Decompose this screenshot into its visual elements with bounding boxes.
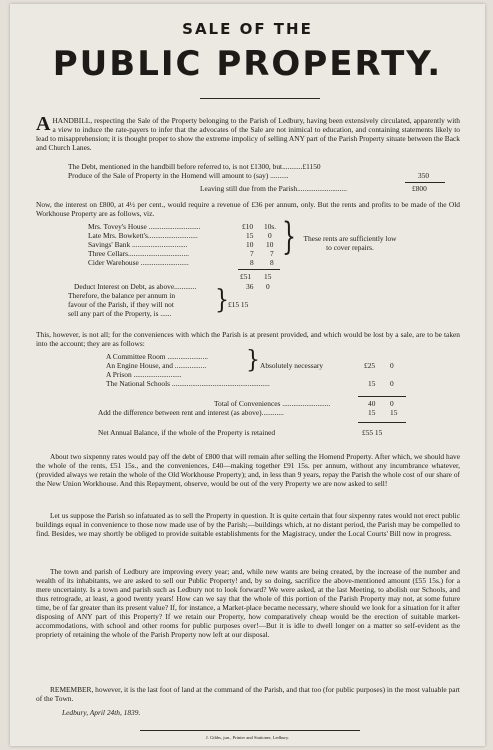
printer-imprint: J. Gibbs, jun., Printer and Stationer, Ledbury.: [205, 735, 290, 740]
convenience-value1-l: £25: [364, 361, 376, 370]
conveniences-total-s: 0: [390, 399, 394, 408]
debt-line-2-label: Produce of the Sale of Property in the Homend will amount to (say) ..........: [68, 171, 289, 180]
rent-item-name: Mrs. Tovey's House ............................: [88, 222, 201, 231]
drop-cap: A: [36, 113, 51, 135]
convenience-item: A Prison ..........................: [106, 370, 182, 379]
title-rule: [200, 98, 320, 99]
rents-note: These rents are sufficiently low to cover repairs.: [303, 234, 397, 252]
rent-item-name: Late Mrs. Bowkett's...........................: [88, 231, 198, 240]
deduct-s: 0: [266, 282, 270, 291]
convenience-item: The National Schools .....................................................: [106, 379, 270, 388]
intro-paragraph: [36, 113, 460, 152]
rent-item-l: 8: [250, 258, 254, 267]
date-line: Ledbury, April 24th, 1839.: [62, 708, 141, 717]
debt-line-1: The Debt, mentioned in the handbill before referred to, is not £1300, but...........£1150: [68, 162, 321, 171]
printer-rule: [140, 730, 360, 731]
convenience-value1-s: 0: [390, 361, 394, 370]
rent-item-s: 0: [268, 231, 272, 240]
conveniences-paragraph: This, however, is not all; for the conveniences with which the Parish is at present provided, and which would be lost by a sale, are to be taken into the account; they are as follows:: [36, 330, 460, 348]
deduct-l: 36: [246, 282, 254, 291]
debt-line-3-value: £800: [412, 184, 427, 193]
rent-item-name: Savings' Bank ..............................: [88, 240, 188, 249]
convenience-brace-label: Absolutely necessary: [260, 361, 324, 370]
convenience-value2-s: 0: [390, 379, 394, 388]
net-balance-label: Net Annual Balance, if the whole of the Property is retained: [98, 428, 276, 437]
deduct-label: Deduct Interest on Debt, as above............: [74, 282, 197, 291]
debt-rule: [405, 182, 445, 183]
rent-item-s: 8: [270, 258, 274, 267]
net-rule: [358, 422, 406, 423]
rents-total-s: 15: [264, 272, 272, 281]
balance-line: sell any part of the Property, is ......: [68, 309, 172, 318]
debt-line-2-value: 350: [418, 171, 430, 180]
infatuated-paragraph: Let us suppose the Parish so infatuated as to sell the Property in question. It is quite certain that four sixpenny rates would not erect public buildings equal in convenience to those now made use of by the Parish;—buildings which, at no distant period, the Parish may be compelled to find. Besides, we may shortly be obliged to provide suitable establishments for the Magistracy, under the Local Courts' Bill now in progress.: [36, 511, 460, 538]
conveniences-total-l: 40: [368, 399, 376, 408]
town-paragraph: The town and parish of Ledbury are improving every year; and, while new wants are being created, by the increase of the number and wealth of its inhabitants, we are asked to sell our Public Property! and, by so doing, sacrifice the above-mentioned amount (£55 15s.) for a mere uncertainty. Is a town and parish such as Ledbury not to look forward? We were asked, at the last Meeting, to abolish our Schools, and thus retrograde, at least, a good twenty years! How can we say that the whole of this portion of the Parish Property may not, at some future time, be of far greater than its present value? If, for instance, a Market-place became necessary, where should we look for a situation for it after disposing of ANY part of this Property? If we retain our Property, how comparatively cheap would be the erection of suitable market-accommodations, with school and other rooms for public purposes over!—But it is idle to dwell longer on a matter so self-evident as the propriety of retaining the whole of the Parish Property now left at our disposal.: [36, 567, 460, 639]
title-line-1: SALE OF THE: [182, 20, 313, 38]
handbill-sheet: [10, 4, 485, 746]
remember-paragraph: REMEMBER, however, it is the last foot of land at the command of the Parish, and that too (for public purposes) in the most valuable part of the Town.: [36, 685, 460, 703]
rent-item-l: 7: [250, 249, 254, 258]
title-line-2: PUBLIC PROPERTY.: [52, 44, 443, 84]
rents-brace: }: [282, 216, 296, 260]
convenience-item: A Committee Room ......................: [106, 352, 209, 361]
rent-item-l: 15: [246, 231, 254, 240]
interest-paragraph: Now, the interest on £800, at 4½ per cent., would require a revenue of £36 per annum, only. But the rents and profits to be made of the Old Workhouse Property are as follows, viz.: [36, 200, 460, 218]
balance-value: £15 15: [228, 300, 249, 309]
net-balance-value: £55 15: [362, 428, 383, 437]
rents-total-l: £51: [240, 272, 252, 281]
rents-subtotal-rule: [238, 269, 280, 270]
rent-item-s: 7: [270, 249, 274, 258]
rent-item-name: Cider Warehouse ..........................: [88, 258, 189, 267]
rent-item-l: 10: [246, 240, 254, 249]
add-difference-s: 15: [390, 408, 398, 417]
balance-line: Therefore, the balance per annum in: [68, 291, 176, 300]
intro-text: HANDBILL, respecting the Sale of the Property belonging to the Parish of Ledbury, having been extensively circulated, apparently with a view to induce the rate-payers to infer that the advocates of the Sale are not inimical to education, and containing statements likely to lead to misapprehension; it is thought proper to show the extreme impolicy of selling ANY part of the Parish Property situate between the Back and Church Lanes.: [36, 116, 460, 152]
debt-line-3-label: Leaving still due from the Parish...........................: [200, 184, 347, 193]
add-difference-label: Add the difference between rent and interest (as above)............: [98, 408, 284, 417]
balance-line: favour of the Parish, if they will not: [68, 300, 174, 309]
add-difference-l: 15: [368, 408, 376, 417]
convenience-value2-l: 15: [368, 379, 376, 388]
conveniences-brace: }: [246, 346, 260, 375]
rent-item-name: Three Cellars.................................: [88, 249, 189, 258]
balance-brace: }: [215, 285, 229, 316]
sixpenny-paragraph: About two sixpenny rates would pay off the debt of £800 that will remain after selling the Homend Property. After which, we should have the whole of the rents, £51 15s., and the conveniences, £40—making together £91 15s. per annum, without any incumbrance whatever, (provided always we retain the whole of the Old Workhouse Property); and, in less than 9 years, repay the Parish the whole cost of our share of the New Union Workhouse. And this Repayment, observe, would be out of the very Property we are now asked to sell!: [36, 452, 460, 488]
rent-item-l: £10: [242, 222, 254, 231]
convenience-item: An Engine House, and .................: [106, 361, 207, 370]
conveniences-rule: [358, 396, 406, 397]
rent-item-s: 10s.: [264, 222, 277, 231]
rent-item-s: 10: [266, 240, 274, 249]
conveniences-total-label: Total of Conveniences ..........................: [214, 399, 331, 408]
